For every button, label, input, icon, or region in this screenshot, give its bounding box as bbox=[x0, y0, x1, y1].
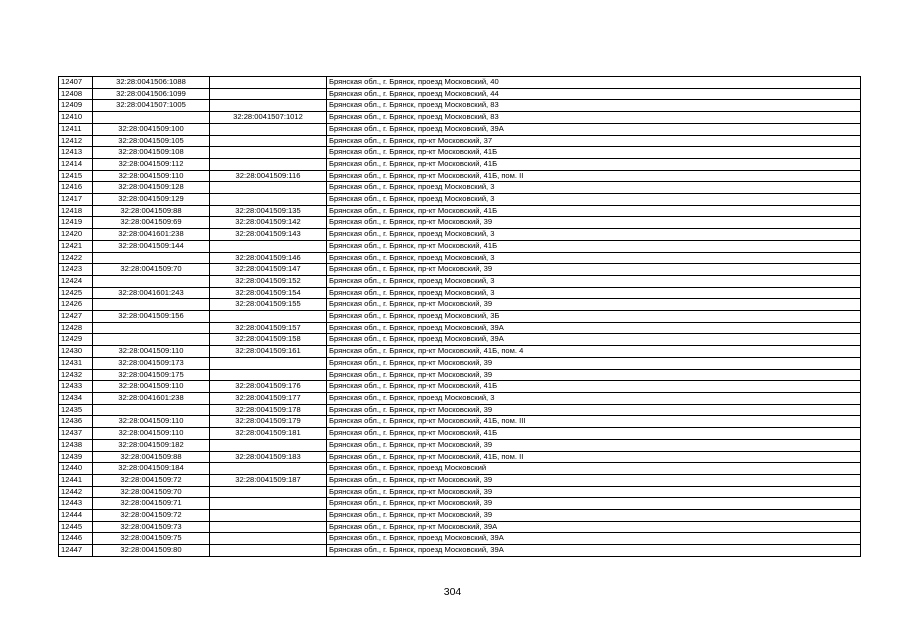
cadastral-number-cell: 32:28:0041509:108 bbox=[93, 147, 210, 159]
address-cell: Брянская обл., г. Брянск, пр-кт Московский, 39 bbox=[327, 486, 861, 498]
related-cadastral-number-cell bbox=[210, 240, 327, 252]
table-row bbox=[59, 194, 861, 206]
table-row bbox=[59, 416, 861, 428]
table-row bbox=[59, 158, 861, 170]
cadastral-number-cell: 32:28:0041509:71 bbox=[93, 498, 210, 510]
related-cadastral-number-cell: 32:28:0041509:183 bbox=[210, 451, 327, 463]
related-cadastral-number-cell: 32:28:0041509:187 bbox=[210, 474, 327, 486]
cadastral-number-cell: 32:28:0041601:238 bbox=[93, 392, 210, 404]
related-cadastral-number-cell: 32:28:0041509:147 bbox=[210, 264, 327, 276]
row-number-cell: 12418 bbox=[59, 205, 93, 217]
cadastral-number-cell bbox=[93, 275, 210, 287]
address-cell: Брянская обл., г. Брянск, пр-кт Московский, 41Б, пом. 4 bbox=[327, 346, 861, 358]
address-cell: Брянская обл., г. Брянск, пр-кт Московский, 39 bbox=[327, 217, 861, 229]
row-number-cell: 12408 bbox=[59, 88, 93, 100]
cadastral-number-cell: 32:28:0041509:156 bbox=[93, 311, 210, 323]
related-cadastral-number-cell: 32:28:0041509:181 bbox=[210, 428, 327, 440]
address-cell: Брянская обл., г. Брянск, пр-кт Московский, 41Б bbox=[327, 158, 861, 170]
related-cadastral-number-cell bbox=[210, 533, 327, 545]
related-cadastral-number-cell bbox=[210, 123, 327, 135]
cadastral-number-cell: 32:28:0041509:173 bbox=[93, 357, 210, 369]
table-row bbox=[59, 217, 861, 229]
address-cell: Брянская обл., г. Брянск, проезд Московский, 39А bbox=[327, 123, 861, 135]
table-row bbox=[59, 439, 861, 451]
table-row bbox=[59, 381, 861, 393]
row-number-cell: 12446 bbox=[59, 533, 93, 545]
row-number-cell: 12430 bbox=[59, 346, 93, 358]
address-cell: Брянская обл., г. Брянск, пр-кт Московский, 41Б bbox=[327, 240, 861, 252]
cadastral-number-cell: 32:28:0041509:110 bbox=[93, 416, 210, 428]
related-cadastral-number-cell: 32:28:0041507:1012 bbox=[210, 112, 327, 124]
related-cadastral-number-cell: 32:28:0041509:177 bbox=[210, 392, 327, 404]
table-row bbox=[59, 135, 861, 147]
related-cadastral-number-cell bbox=[210, 545, 327, 557]
table-row bbox=[59, 463, 861, 475]
address-cell: Брянская обл., г. Брянск, пр-кт Московский, 39 bbox=[327, 369, 861, 381]
registry-table-body bbox=[59, 77, 861, 557]
table-row bbox=[59, 299, 861, 311]
cadastral-number-cell: 32:28:0041509:110 bbox=[93, 346, 210, 358]
related-cadastral-number-cell bbox=[210, 147, 327, 159]
table-row bbox=[59, 428, 861, 440]
row-number-cell: 12439 bbox=[59, 451, 93, 463]
related-cadastral-number-cell: 32:28:0041509:157 bbox=[210, 322, 327, 334]
cadastral-number-cell: 32:28:0041509:105 bbox=[93, 135, 210, 147]
table-row bbox=[59, 77, 861, 89]
cadastral-number-cell: 32:28:0041509:70 bbox=[93, 264, 210, 276]
address-cell: Брянская обл., г. Брянск, пр-кт Московский, 41Б bbox=[327, 147, 861, 159]
cadastral-number-cell bbox=[93, 322, 210, 334]
cadastral-number-cell: 32:28:0041509:88 bbox=[93, 205, 210, 217]
address-cell: Брянская обл., г. Брянск, проезд Московский, 39А bbox=[327, 545, 861, 557]
related-cadastral-number-cell bbox=[210, 311, 327, 323]
row-number-cell: 12426 bbox=[59, 299, 93, 311]
registry-table bbox=[58, 76, 861, 557]
address-cell: Брянская обл., г. Брянск, проезд Московский, 40 bbox=[327, 77, 861, 89]
table-row bbox=[59, 112, 861, 124]
cadastral-number-cell bbox=[93, 334, 210, 346]
related-cadastral-number-cell bbox=[210, 521, 327, 533]
row-number-cell: 12434 bbox=[59, 392, 93, 404]
address-cell: Брянская обл., г. Брянск, проезд Московский, 83 bbox=[327, 100, 861, 112]
row-number-cell: 12427 bbox=[59, 311, 93, 323]
row-number-cell: 12428 bbox=[59, 322, 93, 334]
row-number-cell: 12415 bbox=[59, 170, 93, 182]
cadastral-number-cell: 32:28:0041509:184 bbox=[93, 463, 210, 475]
table-row bbox=[59, 311, 861, 323]
row-number-cell: 12416 bbox=[59, 182, 93, 194]
cadastral-number-cell: 32:28:0041601:238 bbox=[93, 229, 210, 241]
address-cell: Брянская обл., г. Брянск, пр-кт Московский, 39 bbox=[327, 510, 861, 522]
table-row bbox=[59, 229, 861, 241]
row-number-cell: 12443 bbox=[59, 498, 93, 510]
related-cadastral-number-cell: 32:28:0041509:178 bbox=[210, 404, 327, 416]
row-number-cell: 12413 bbox=[59, 147, 93, 159]
address-cell: Брянская обл., г. Брянск, проезд Московский, 3 bbox=[327, 392, 861, 404]
row-number-cell: 12411 bbox=[59, 123, 93, 135]
cadastral-number-cell: 32:28:0041509:110 bbox=[93, 170, 210, 182]
table-row bbox=[59, 533, 861, 545]
related-cadastral-number-cell bbox=[210, 439, 327, 451]
table-row bbox=[59, 287, 861, 299]
cadastral-number-cell: 32:28:0041509:128 bbox=[93, 182, 210, 194]
cadastral-number-cell: 32:28:0041506:1099 bbox=[93, 88, 210, 100]
row-number-cell: 12442 bbox=[59, 486, 93, 498]
cadastral-number-cell: 32:28:0041507:1005 bbox=[93, 100, 210, 112]
address-cell: Брянская обл., г. Брянск, проезд Московский, 3 bbox=[327, 229, 861, 241]
table-row bbox=[59, 474, 861, 486]
related-cadastral-number-cell: 32:28:0041509:155 bbox=[210, 299, 327, 311]
related-cadastral-number-cell bbox=[210, 510, 327, 522]
cadastral-number-cell: 32:28:0041509:70 bbox=[93, 486, 210, 498]
related-cadastral-number-cell: 32:28:0041509:179 bbox=[210, 416, 327, 428]
cadastral-number-cell: 32:28:0041509:182 bbox=[93, 439, 210, 451]
related-cadastral-number-cell bbox=[210, 77, 327, 89]
cadastral-number-cell: 32:28:0041509:100 bbox=[93, 123, 210, 135]
table-row bbox=[59, 123, 861, 135]
address-cell: Брянская обл., г. Брянск, пр-кт Московский, 37 bbox=[327, 135, 861, 147]
row-number-cell: 12409 bbox=[59, 100, 93, 112]
row-number-cell: 12436 bbox=[59, 416, 93, 428]
row-number-cell: 12441 bbox=[59, 474, 93, 486]
address-cell: Брянская обл., г. Брянск, проезд Московский, 39А bbox=[327, 533, 861, 545]
table-row bbox=[59, 369, 861, 381]
table-row bbox=[59, 275, 861, 287]
row-number-cell: 12424 bbox=[59, 275, 93, 287]
row-number-cell: 12419 bbox=[59, 217, 93, 229]
related-cadastral-number-cell bbox=[210, 158, 327, 170]
address-cell: Брянская обл., г. Брянск, проезд Московский bbox=[327, 463, 861, 475]
related-cadastral-number-cell: 32:28:0041509:135 bbox=[210, 205, 327, 217]
table-row bbox=[59, 170, 861, 182]
related-cadastral-number-cell bbox=[210, 369, 327, 381]
row-number-cell: 12438 bbox=[59, 439, 93, 451]
cadastral-number-cell: 32:28:0041509:72 bbox=[93, 510, 210, 522]
address-cell: Брянская обл., г. Брянск, проезд Московский, 39А bbox=[327, 322, 861, 334]
row-number-cell: 12412 bbox=[59, 135, 93, 147]
address-cell: Брянская обл., г. Брянск, пр-кт Московский, 41Б bbox=[327, 428, 861, 440]
address-cell: Брянская обл., г. Брянск, проезд Московский, 3 bbox=[327, 287, 861, 299]
table-row bbox=[59, 147, 861, 159]
address-cell: Брянская обл., г. Брянск, проезд Московский, 3Б bbox=[327, 311, 861, 323]
related-cadastral-number-cell bbox=[210, 100, 327, 112]
related-cadastral-number-cell bbox=[210, 486, 327, 498]
address-cell: Брянская обл., г. Брянск, пр-кт Московский, 39 bbox=[327, 264, 861, 276]
row-number-cell: 12445 bbox=[59, 521, 93, 533]
cadastral-number-cell bbox=[93, 299, 210, 311]
address-cell: Брянская обл., г. Брянск, пр-кт Московский, 41Б, пом. III bbox=[327, 416, 861, 428]
table-row bbox=[59, 521, 861, 533]
cadastral-number-cell: 32:28:0041506:1088 bbox=[93, 77, 210, 89]
address-cell: Брянская обл., г. Брянск, проезд Московский, 3 bbox=[327, 252, 861, 264]
table-row bbox=[59, 264, 861, 276]
cadastral-number-cell bbox=[93, 112, 210, 124]
cadastral-number-cell bbox=[93, 252, 210, 264]
related-cadastral-number-cell: 32:28:0041509:143 bbox=[210, 229, 327, 241]
related-cadastral-number-cell: 32:28:0041509:161 bbox=[210, 346, 327, 358]
row-number-cell: 12425 bbox=[59, 287, 93, 299]
table-row bbox=[59, 357, 861, 369]
row-number-cell: 12431 bbox=[59, 357, 93, 369]
cadastral-number-cell: 32:28:0041509:69 bbox=[93, 217, 210, 229]
row-number-cell: 12422 bbox=[59, 252, 93, 264]
table-row bbox=[59, 100, 861, 112]
cadastral-number-cell: 32:28:0041509:80 bbox=[93, 545, 210, 557]
cadastral-number-cell: 32:28:0041509:73 bbox=[93, 521, 210, 533]
row-number-cell: 12417 bbox=[59, 194, 93, 206]
address-cell: Брянская обл., г. Брянск, пр-кт Московский, 39 bbox=[327, 357, 861, 369]
related-cadastral-number-cell: 32:28:0041509:152 bbox=[210, 275, 327, 287]
address-cell: Брянская обл., г. Брянск, пр-кт Московский, 41Б, пом. II bbox=[327, 170, 861, 182]
related-cadastral-number-cell: 32:28:0041509:176 bbox=[210, 381, 327, 393]
row-number-cell: 12414 bbox=[59, 158, 93, 170]
address-cell: Брянская обл., г. Брянск, пр-кт Московский, 39 bbox=[327, 474, 861, 486]
row-number-cell: 12421 bbox=[59, 240, 93, 252]
cadastral-number-cell: 32:28:0041509:129 bbox=[93, 194, 210, 206]
table-row bbox=[59, 451, 861, 463]
cadastral-number-cell: 32:28:0041509:175 bbox=[93, 369, 210, 381]
address-cell: Брянская обл., г. Брянск, проезд Московский, 44 bbox=[327, 88, 861, 100]
address-cell: Брянская обл., г. Брянск, пр-кт Московский, 41Б bbox=[327, 381, 861, 393]
address-cell: Брянская обл., г. Брянск, пр-кт Московский, 41Б bbox=[327, 205, 861, 217]
related-cadastral-number-cell: 32:28:0041509:116 bbox=[210, 170, 327, 182]
related-cadastral-number-cell bbox=[210, 182, 327, 194]
row-number-cell: 12407 bbox=[59, 77, 93, 89]
row-number-cell: 12410 bbox=[59, 112, 93, 124]
row-number-cell: 12420 bbox=[59, 229, 93, 241]
address-cell: Брянская обл., г. Брянск, пр-кт Московский, 41Б, пом. II bbox=[327, 451, 861, 463]
table-row bbox=[59, 510, 861, 522]
cadastral-number-cell: 32:28:0041509:110 bbox=[93, 381, 210, 393]
cadastral-number-cell: 32:28:0041509:110 bbox=[93, 428, 210, 440]
row-number-cell: 12437 bbox=[59, 428, 93, 440]
address-cell: Брянская обл., г. Брянск, пр-кт Московский, 39 bbox=[327, 498, 861, 510]
row-number-cell: 12429 bbox=[59, 334, 93, 346]
address-cell: Брянская обл., г. Брянск, проезд Московский, 3 bbox=[327, 182, 861, 194]
address-cell: Брянская обл., г. Брянск, пр-кт Московский, 39А bbox=[327, 521, 861, 533]
row-number-cell: 12435 bbox=[59, 404, 93, 416]
address-cell: Брянская обл., г. Брянск, проезд Московский, 39А bbox=[327, 334, 861, 346]
row-number-cell: 12432 bbox=[59, 369, 93, 381]
table-row bbox=[59, 240, 861, 252]
table-row bbox=[59, 392, 861, 404]
row-number-cell: 12447 bbox=[59, 545, 93, 557]
row-number-cell: 12440 bbox=[59, 463, 93, 475]
address-cell: Брянская обл., г. Брянск, проезд Московский, 3 bbox=[327, 275, 861, 287]
address-cell: Брянская обл., г. Брянск, пр-кт Московский, 39 bbox=[327, 439, 861, 451]
address-cell: Брянская обл., г. Брянск, проезд Московский, 3 bbox=[327, 194, 861, 206]
table-row bbox=[59, 205, 861, 217]
cadastral-number-cell: 32:28:0041509:88 bbox=[93, 451, 210, 463]
page-number: 304 bbox=[443, 586, 462, 598]
row-number-cell: 12433 bbox=[59, 381, 93, 393]
cadastral-number-cell: 32:28:0041509:144 bbox=[93, 240, 210, 252]
table-row bbox=[59, 486, 861, 498]
related-cadastral-number-cell bbox=[210, 463, 327, 475]
cadastral-number-cell: 32:28:0041601:243 bbox=[93, 287, 210, 299]
table-row bbox=[59, 404, 861, 416]
table-row bbox=[59, 334, 861, 346]
table-row bbox=[59, 322, 861, 334]
related-cadastral-number-cell bbox=[210, 135, 327, 147]
related-cadastral-number-cell: 32:28:0041509:142 bbox=[210, 217, 327, 229]
address-cell: Брянская обл., г. Брянск, проезд Московский, 83 bbox=[327, 112, 861, 124]
table-row bbox=[59, 182, 861, 194]
related-cadastral-number-cell: 32:28:0041509:154 bbox=[210, 287, 327, 299]
related-cadastral-number-cell: 32:28:0041509:158 bbox=[210, 334, 327, 346]
related-cadastral-number-cell bbox=[210, 357, 327, 369]
cadastral-number-cell: 32:28:0041509:72 bbox=[93, 474, 210, 486]
table-row bbox=[59, 346, 861, 358]
related-cadastral-number-cell bbox=[210, 498, 327, 510]
row-number-cell: 12423 bbox=[59, 264, 93, 276]
address-cell: Брянская обл., г. Брянск, пр-кт Московский, 39 bbox=[327, 404, 861, 416]
table-row bbox=[59, 252, 861, 264]
cadastral-number-cell: 32:28:0041509:112 bbox=[93, 158, 210, 170]
cadastral-number-cell bbox=[93, 404, 210, 416]
related-cadastral-number-cell bbox=[210, 194, 327, 206]
address-cell: Брянская обл., г. Брянск, пр-кт Московский, 39 bbox=[327, 299, 861, 311]
related-cadastral-number-cell bbox=[210, 88, 327, 100]
row-number-cell: 12444 bbox=[59, 510, 93, 522]
related-cadastral-number-cell: 32:28:0041509:146 bbox=[210, 252, 327, 264]
table-row bbox=[59, 498, 861, 510]
table-row bbox=[59, 88, 861, 100]
table-row bbox=[59, 545, 861, 557]
cadastral-number-cell: 32:28:0041509:75 bbox=[93, 533, 210, 545]
